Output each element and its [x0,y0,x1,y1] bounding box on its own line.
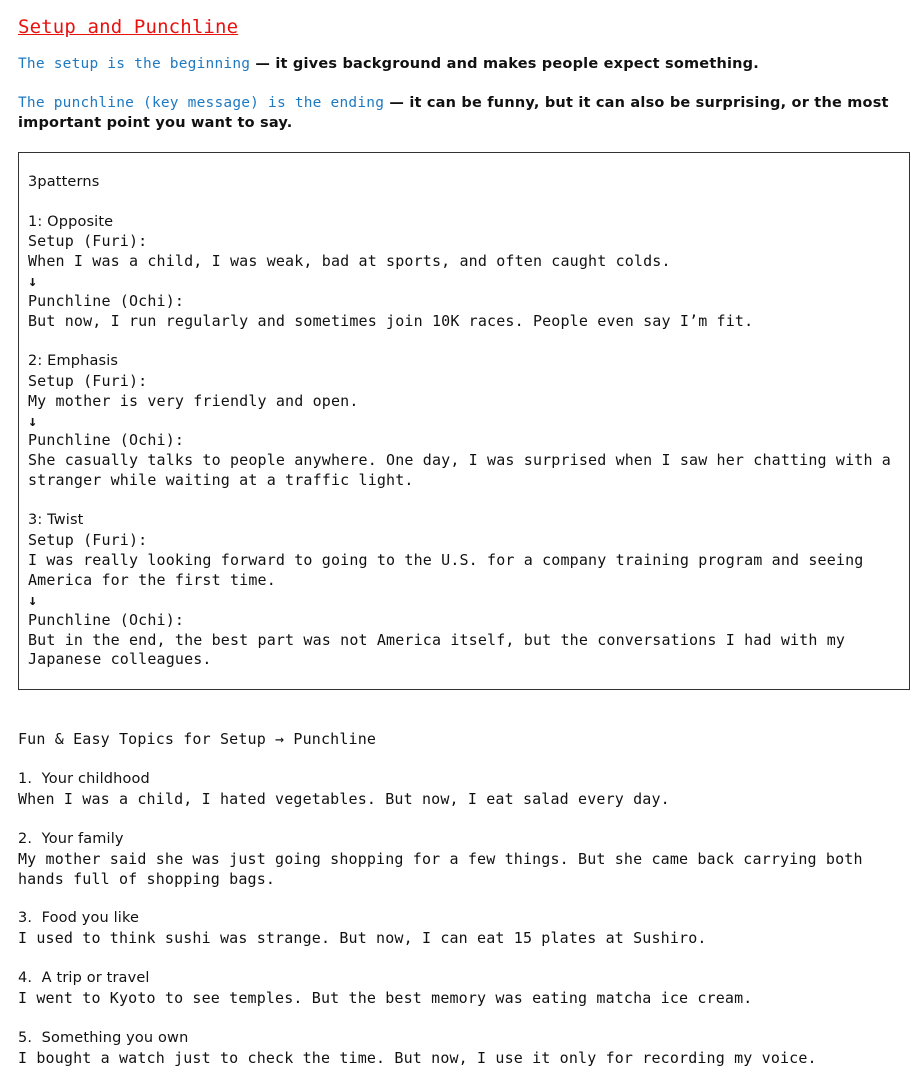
intro-setup [18,55,903,75]
pattern-2-setup: My mother is very friendly and open. [28,391,359,410]
pattern-3-setup: I was really looking forward to going to the U.S. for a company training program and seeing America for the first time. [28,550,873,589]
page-title: Setup and Punchline [18,16,239,38]
pattern-3-punch: But in the end, the best part was not America itself, but the conversations I had with my Japanese colleagues. [28,630,855,669]
intro-setup-rest: — it gives background and makes people expect something. [250,56,759,72]
topic-4-example: I went to Kyoto to see temples. But the best memory was eating matcha ice cream. [18,989,753,1008]
pattern-2-punch: She casually talks to people anywhere. One day, I was surprised when I saw her chatting with a stranger while waiting at a traffic light. [28,451,901,490]
pattern-2-arrow-icon: ↓ [28,411,38,430]
patterns-box [18,152,910,691]
topic-2-example: My mother said she was just going shopping for a few things. But she came back carrying both hands full of shopping bags. [18,849,872,888]
pattern-3-name: 3: Twist [28,512,84,529]
topic-5-title: 5. Something you own [18,1029,189,1046]
pattern-1-punch-label: Punchline (Ochi): [28,292,185,311]
topics-heading: Fun & Easy Topics for Setup → Punchline [18,730,377,749]
topic-1-title: 1. Your childhood [18,771,150,788]
topics-section [18,730,903,1068]
pattern-2-name: 2: Emphasis [28,352,119,369]
pattern-1-punch: But now, I run regularly and sometimes join 10K races. People even say I’m fit. [28,312,754,331]
topic-5-example: I bought a watch just to check the time. But now, I use it only for recording my voice. [18,1048,817,1067]
intro-setup-lead: The setup is the beginning [18,56,251,72]
pattern-1-setup-label: Setup (Furi): [28,232,148,251]
pattern-3-arrow-icon: ↓ [28,590,38,609]
intro-punchline [18,94,903,134]
topic-1-example: When I was a child, I hated vegetables. But now, I eat salad every day. [18,790,670,809]
topic-2-title: 2. Your family [18,830,124,847]
topic-3-title: 3. Food you like [18,910,140,927]
pattern-1-name: 1: Opposite [28,213,114,230]
intro-punchline-rest: — it can be funny, but it can also be surprising, or the most important point you want to say. [18,94,889,131]
topic-3-example: I used to think sushi was strange. But now, I can eat 15 plates at Sushiro. [18,929,707,948]
pattern-1-setup: When I was a child, I was weak, bad at sports, and often caught colds. [28,252,671,271]
patterns-heading: 3patterns [28,173,100,190]
pattern-2-punch-label: Punchline (Ochi): [28,431,185,450]
intro-punchline-lead: The punchline (key message) is the ending [18,94,385,111]
pattern-1-arrow-icon: ↓ [28,272,38,291]
pattern-3-punch-label: Punchline (Ochi): [28,610,185,629]
topic-4-title: 4. A trip or travel [18,970,150,987]
pattern-2-setup-label: Setup (Furi): [28,371,148,390]
pattern-3-setup-label: Setup (Furi): [28,530,148,549]
